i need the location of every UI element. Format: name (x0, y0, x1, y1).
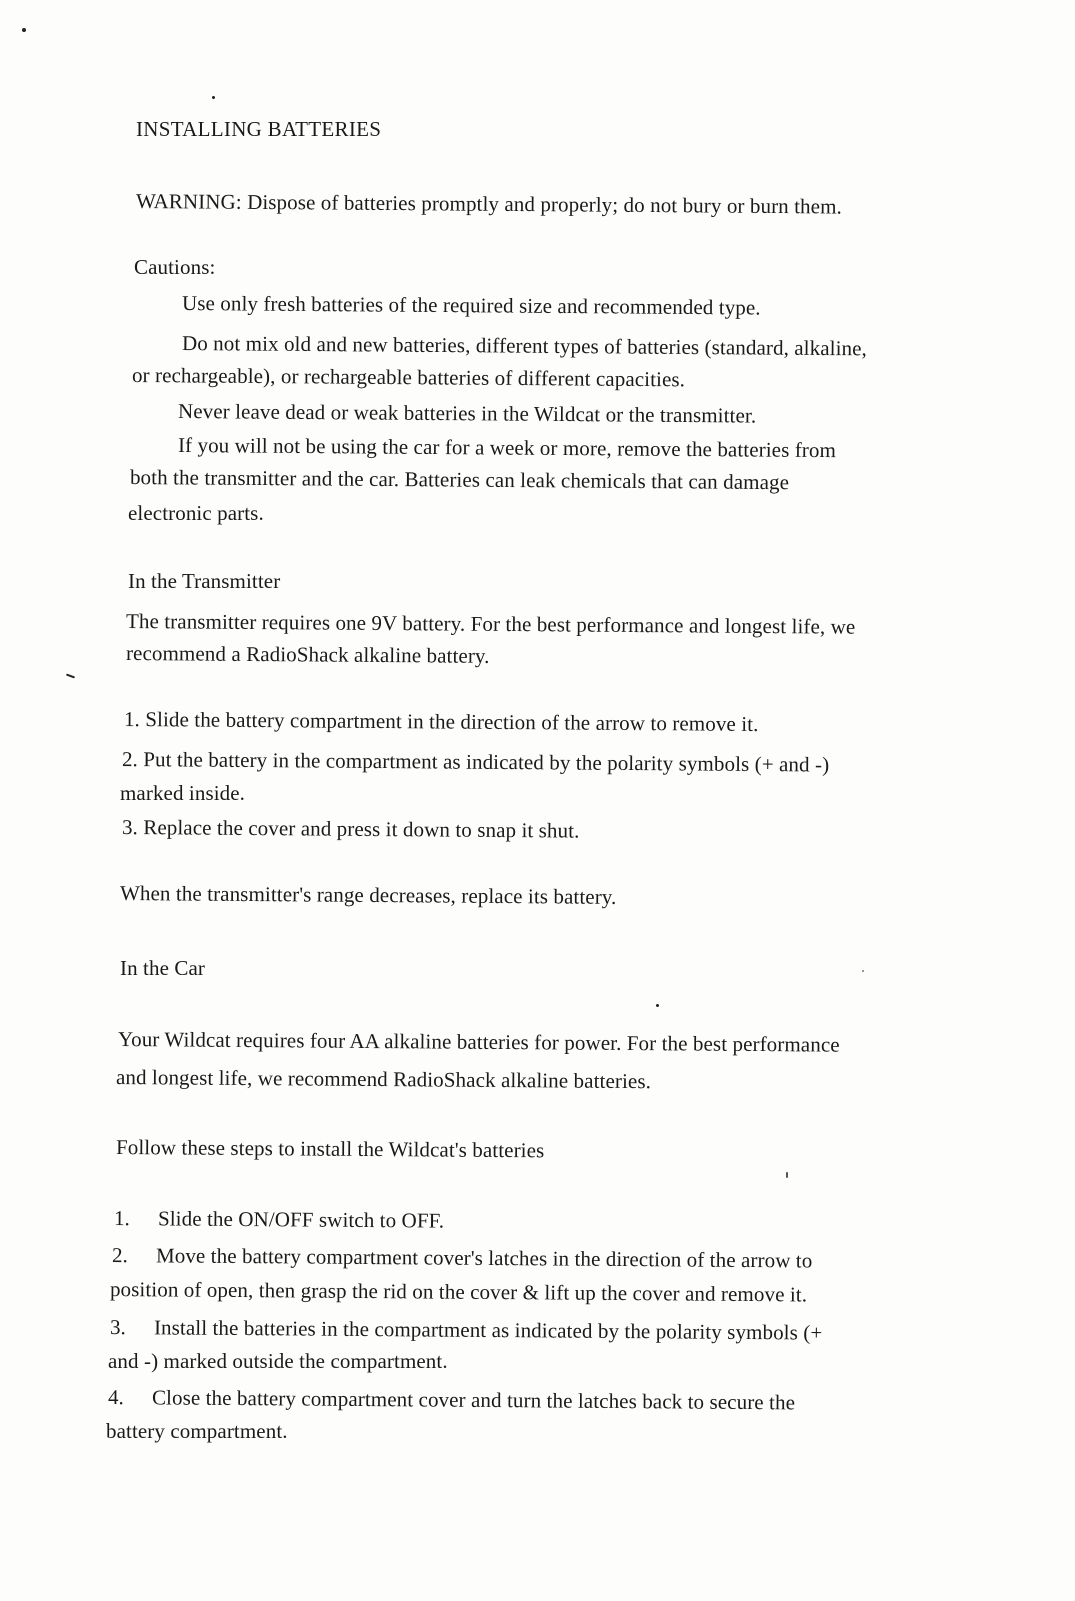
transmitter-intro-cont: recommend a RadioShack alkaline battery. (125, 641, 490, 668)
car-step-1 (114, 1205, 444, 1234)
car-step-2-cont: position of open, then grasp the rid on the cover & lift up the cover and remove it. (109, 1277, 808, 1307)
transmitter-intro: The transmitter requires one 9V battery. For the best performance and longest life, we (125, 609, 856, 639)
cautions-label: Cautions: (134, 255, 216, 279)
car-step-2 (112, 1242, 813, 1274)
scan-speck (656, 1004, 659, 1007)
scan-speck (862, 970, 864, 972)
transmitter-step-2-cont: marked inside. (120, 781, 246, 805)
caution-remove-batteries-end: electronic parts. (128, 501, 264, 525)
step-number: 1. (113, 1206, 131, 1231)
caution-remove-batteries: If you will not be using the car for a week or more, remove the batteries from (177, 433, 837, 463)
car-step-3-cont: and -) marked outside the compartment. (108, 1349, 448, 1373)
caution-remove-batteries-cont: both the transmitter and the car. Batteries can leak chemicals that can damage (129, 465, 790, 495)
caution-fresh-batteries: Use only fresh batteries of the required size and recommended type. (181, 291, 761, 320)
step-number: 4. (107, 1385, 125, 1410)
scan-speck (22, 28, 26, 32)
transmitter-step-3: 3. Replace the cover and press it down to snap it shut. (121, 815, 580, 843)
transmitter-step-1: 1. Slide the battery compartment in the direction of the arrow to remove it. (123, 707, 759, 736)
car-heading: In the Car (120, 956, 205, 980)
car-intro-cont: and longest life, we recommend RadioShack alkaline batteries. (115, 1065, 652, 1094)
scan-speck (786, 1172, 788, 1178)
caution-mix-batteries: Do not mix old and new batteries, different types of batteries (standard, alkaline, (181, 331, 868, 361)
car-steps-lead: Follow these steps to install the Wildcat's batteries (115, 1135, 545, 1163)
car-intro: Your Wildcat requires four AA alkaline batteries for power. For the best performance (117, 1027, 840, 1057)
step-number: 2. (111, 1243, 129, 1268)
car-step-4 (108, 1384, 795, 1415)
page-title: INSTALLING BATTERIES (136, 117, 382, 141)
warning-text: WARNING: Dispose of batteries promptly and properly; do not bury or burn them. (135, 189, 843, 219)
step-number: 3. (109, 1315, 127, 1340)
caution-dead-batteries: Never leave dead or weak batteries in the Wildcat or the transmitter. (177, 399, 757, 428)
step-text: Close the battery compartment cover and turn the latches back to secure the (151, 1385, 796, 1415)
car-step-3 (110, 1314, 823, 1346)
transmitter-step-2: 2. Put the battery in the compartment as indicated by the polarity symbols (+ and -) (121, 747, 830, 777)
transmitter-heading: In the Transmitter (128, 569, 281, 593)
step-text: Slide the ON/OFF switch to OFF. (157, 1206, 445, 1233)
caution-mix-batteries-cont: or rechargeable), or rechargeable batteries of different capacities. (131, 363, 686, 392)
scan-speck (212, 96, 215, 99)
transmitter-range-note: When the transmitter's range decreases, replace its battery. (119, 881, 617, 909)
step-text: Install the batteries in the compartment as indicated by the polarity symbols (+ (153, 1315, 823, 1345)
scan-speck (66, 674, 75, 679)
step-text: Move the battery compartment cover's latches in the direction of the arrow to (155, 1243, 813, 1273)
car-step-4-cont: battery compartment. (106, 1419, 288, 1443)
